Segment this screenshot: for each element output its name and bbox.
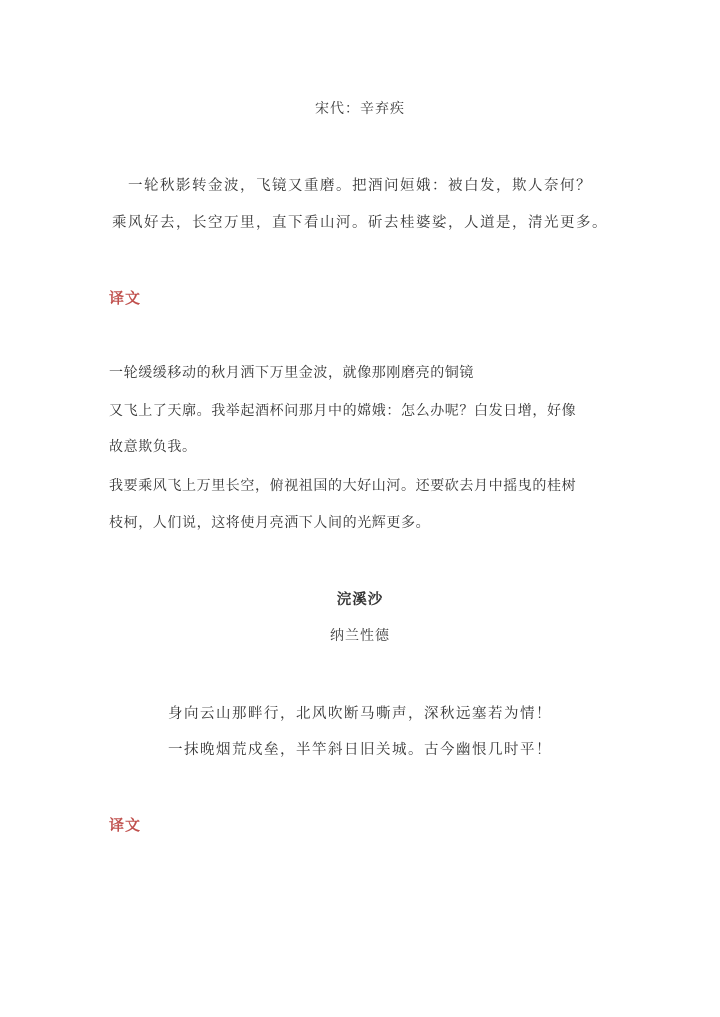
poem2-line-2: 一抹晚烟荒戍垒，半竿斜日旧关城。古今幽恨几时平！ xyxy=(168,742,552,758)
poem2-author: 纳兰性德 xyxy=(330,628,390,644)
poem1-line-2: 乘风好去，长空万里，直下看山河。斫去桂婆娑，人道是，清光更多。 xyxy=(112,215,608,231)
poem2-line-1: 身向云山那畔行，北风吹断马嘶声，深秋远塞若为情！ xyxy=(168,706,552,722)
poem1-translation-line-2: 又飞上了天廓。我举起酒杯问那月中的嫦娥：怎么办呢？白发日增，好像 xyxy=(109,403,577,419)
poem1-line-1: 一轮秋影转金波，飞镜又重磨。把酒问姮娥：被白发，欺人奈何？ xyxy=(128,178,592,194)
poem1-translation-line-5: 枝柯，人们说，这将使月亮洒下人间的光辉更多。 xyxy=(109,515,431,531)
poem1-translation-line-4: 我要乘风飞上万里长空，俯视祖国的大好山河。还要砍去月中摇曳的桂树 xyxy=(109,478,577,494)
poem1-translation-label: 译文 xyxy=(109,289,142,307)
poem2-translation-label: 译文 xyxy=(109,816,142,834)
poem1-translation-line-3: 故意欺负我。 xyxy=(109,439,197,455)
poem1-translation-line-1: 一轮缓缓移动的秋月洒下万里金波，就像那刚磨亮的铜镜 xyxy=(109,365,474,381)
poem2-title: 浣溪沙 xyxy=(336,592,384,608)
poem1-author: 宋代：辛弃疾 xyxy=(315,101,405,117)
